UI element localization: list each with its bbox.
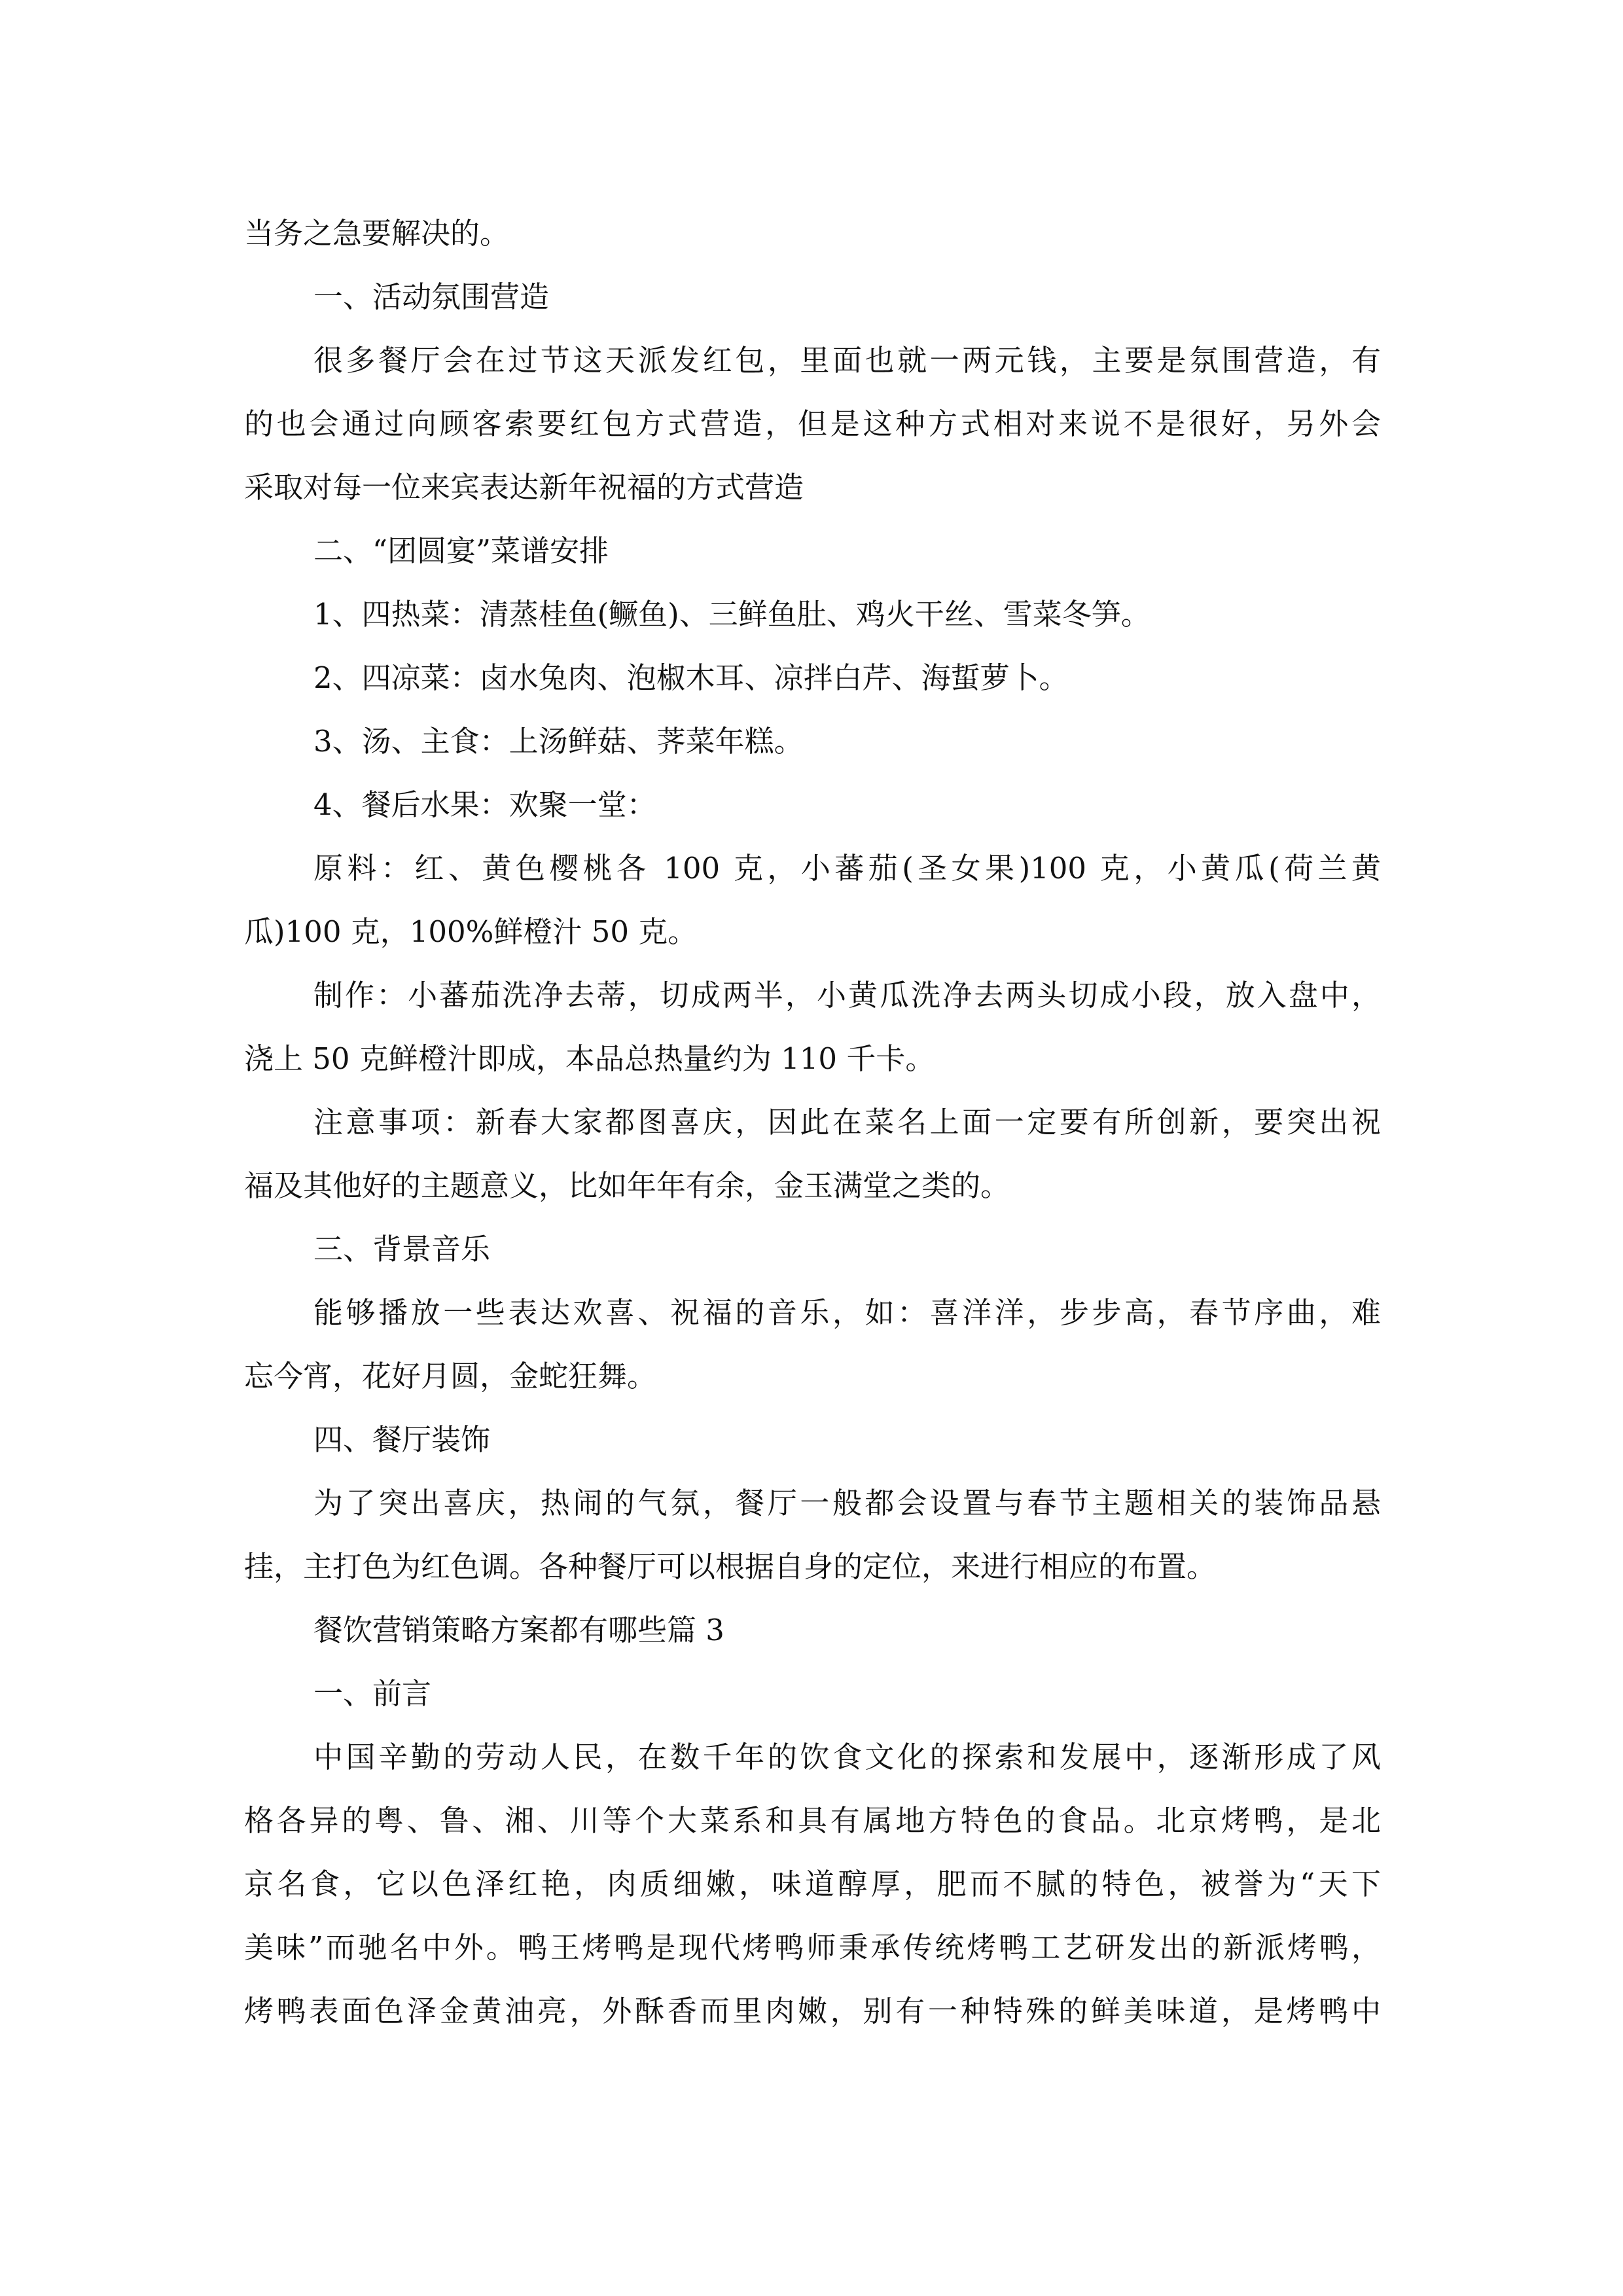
paragraph-line: 很多餐厅会在过节这天派发红包，里面也就一两元钱，主要是氛围营造，有 [313,343,1381,378]
document-page [244,202,1381,2043]
paragraph-line: 忘今宵，花好月圆，金蛇狂舞。 [244,1359,657,1393]
list-item: 3、汤、主食：上汤鲜菇、荠菜年糕。 [313,724,804,759]
paragraph-line: 瓜)100 克，100%鲜橙汁 50 克。 [244,914,698,949]
paragraph-line: 美味”而驰名中外。鸭王烤鸭是现代烤鸭师秉承传统烤鸭工艺研发出的新派烤鸭， [244,1930,1381,1965]
paragraph-line: 为了突出喜庆，热闹的气氛，餐厅一般都会设置与春节主题相关的装饰品悬 [313,1486,1381,1520]
paragraph-line: 制作：小蕃茄洗净去蒂，切成两半，小黄瓜洗净去两头切成小段，放入盘中， [313,978,1381,1013]
article-title: 餐饮营销策略方案都有哪些篇 3 [313,1613,724,1647]
section-heading-menu: 二、“团圆宴”菜谱安排 [313,533,609,568]
section-heading-decoration: 四、餐厅装饰 [313,1422,491,1457]
list-item: 4、餐后水果：欢聚一堂： [313,787,656,822]
list-item: 1、四热菜：清蒸桂鱼(鳜鱼)、三鲜鱼肚、鸡火干丝、雪菜冬笋。 [313,597,1150,632]
paragraph-line: 浇上 50 克鲜橙汁即成，本品总热量约为 110 千卡。 [244,1041,935,1076]
paragraph-line: 京名食，它以色泽红艳，肉质细嫩，味道醇厚，肥而不腻的特色，被誉为“天下 [244,1867,1381,1901]
paragraph-line: 采取对每一位来宾表达新年祝福的方式营造 [244,470,804,505]
paragraph-line: 的也会通过向顾客索要红包方式营造，但是这种方式相对来说不是很好，另外会 [244,406,1381,441]
section-heading-atmosphere: 一、活动氛围营造 [313,279,550,314]
section-heading-music: 三、背景音乐 [313,1232,491,1266]
paragraph-line: 中国辛勤的劳动人民，在数千年的饮食文化的探索和发展中，逐渐形成了风 [313,1740,1381,1774]
paragraph-line: 挂，主打色为红色调。各种餐厅可以根据自身的定位，来进行相应的布置。 [244,1549,1217,1584]
paragraph-line: 当务之急要解决的。 [244,216,510,251]
paragraph-line: 格各异的粤、鲁、湘、川等个大菜系和具有属地方特色的食品。北京烤鸭，是北 [244,1803,1381,1838]
paragraph-line: 能够播放一些表达欢喜、祝福的音乐，如：喜洋洋，步步高，春节序曲，难 [313,1295,1381,1330]
section-heading-preface: 一、前言 [313,1676,432,1711]
list-item: 2、四凉菜：卤水兔肉、泡椒木耳、凉拌白芹、海蜇萝卜。 [313,660,1069,695]
paragraph-line: 福及其他好的主题意义，比如年年有余，金玉满堂之类的。 [244,1168,1010,1203]
paragraph-line: 原料：红、黄色樱桃各 100 克，小蕃茄(圣女果)100 克，小黄瓜(荷兰黄 [313,851,1381,886]
paragraph-line: 烤鸭表面色泽金黄油亮，外酥香而里肉嫩，别有一种特殊的鲜美味道，是烤鸭中 [244,1994,1381,2028]
paragraph-line: 注意事项：新春大家都图喜庆，因此在菜名上面一定要有所创新，要突出祝 [313,1105,1381,1139]
